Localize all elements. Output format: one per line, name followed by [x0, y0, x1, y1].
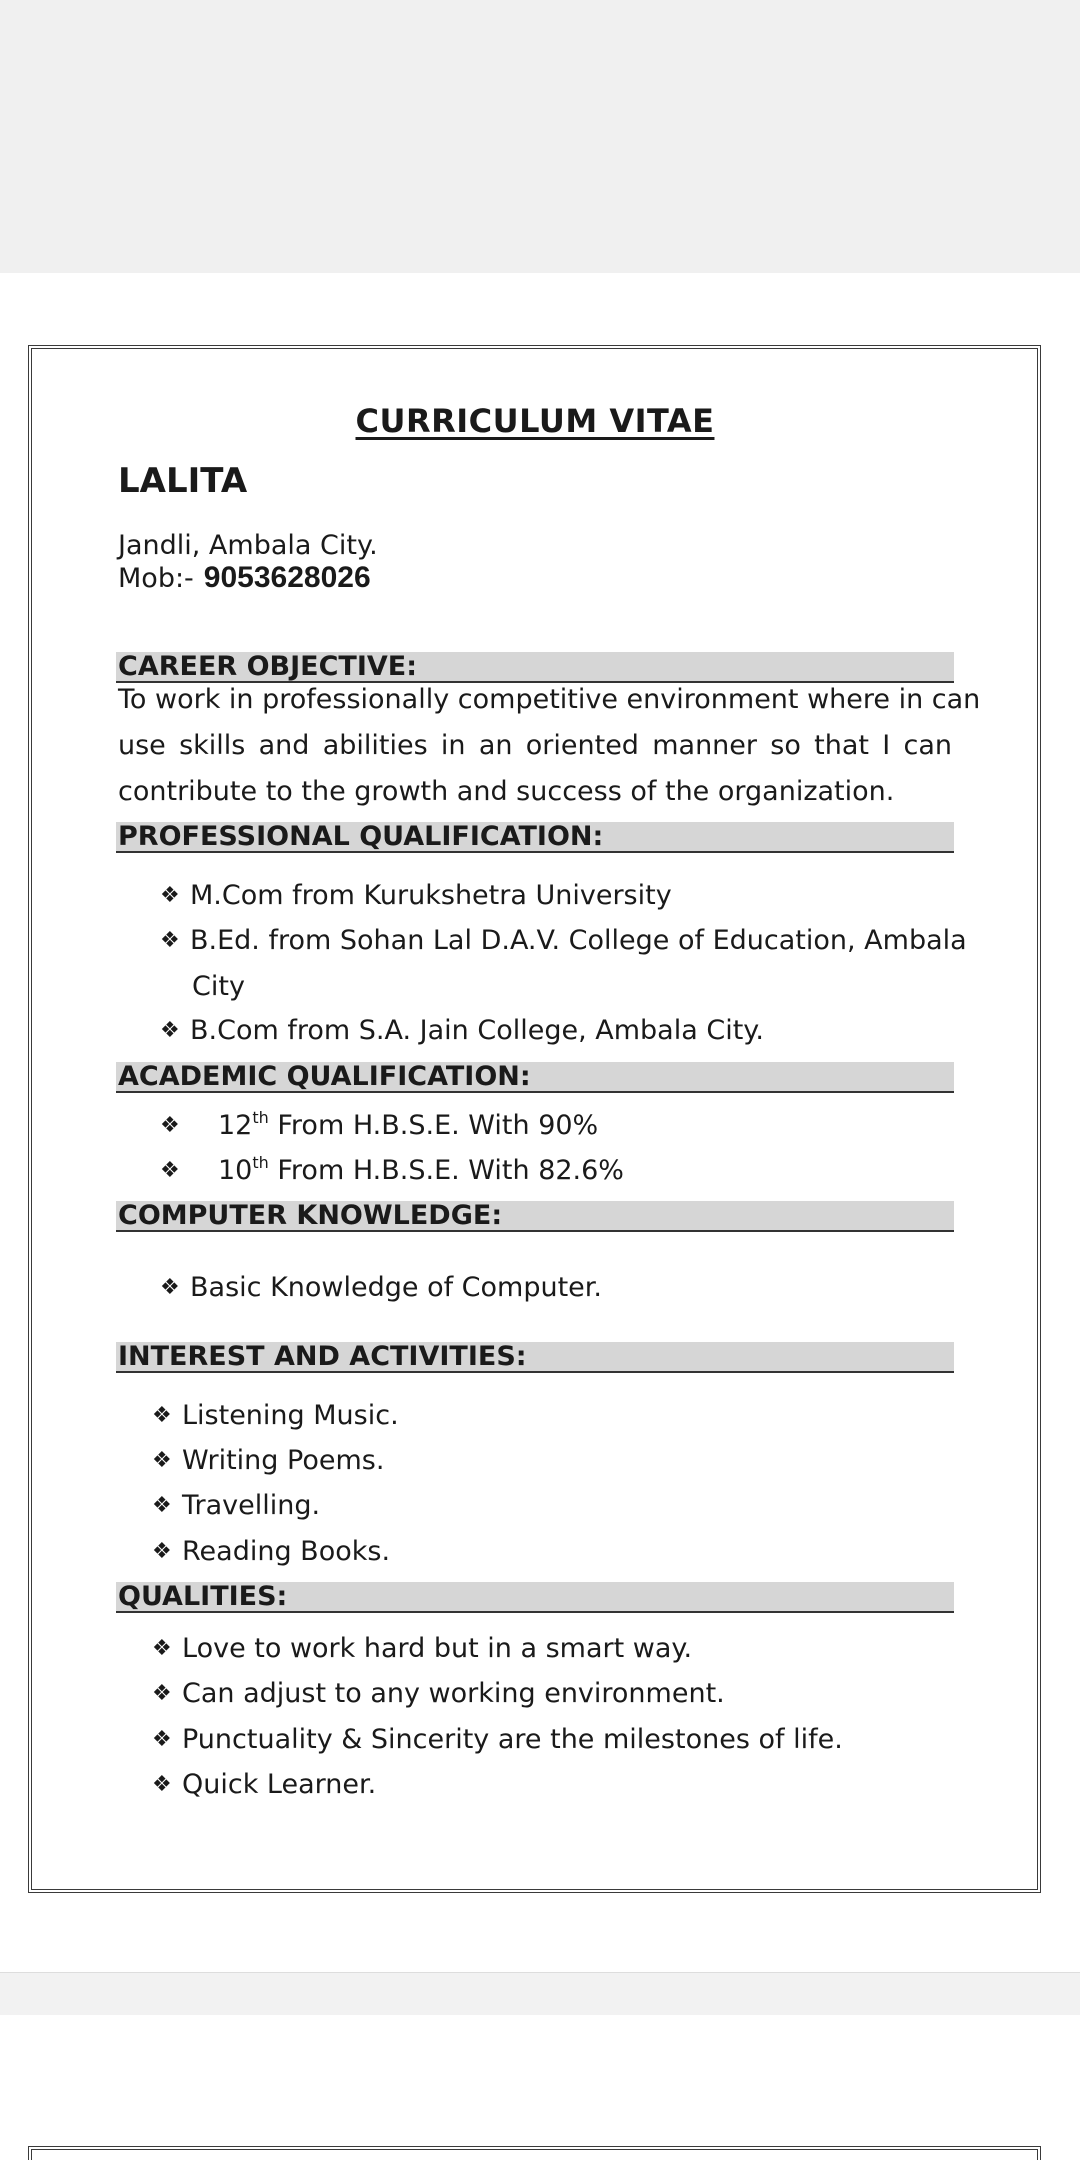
list-item: ❖ M.Com from Kurukshetra University: [160, 880, 672, 911]
bullet-icon: ❖: [152, 1681, 172, 1706]
list-item: ❖ Writing Poems.: [152, 1445, 385, 1476]
career-objective-line-2: use skills and abilities in an oriented manner so that I can: [118, 730, 952, 761]
bullet-icon: ❖: [152, 1772, 172, 1797]
mobile-line: [118, 561, 371, 595]
professional-qualification-heading: PROFESSIONAL QUALIFICATION:: [116, 822, 954, 853]
mobile-label: Mob:-: [118, 563, 194, 594]
bullet-icon: ❖: [160, 1275, 180, 1300]
bullet-icon: ❖: [152, 1539, 172, 1564]
academic-qualification-heading: ACADEMIC QUALIFICATION:: [116, 1062, 954, 1093]
bullet-icon: ❖: [160, 1113, 180, 1138]
document-title: CURRICULUM VITAE: [355, 402, 715, 440]
list-item: ❖ 12th From H.B.S.E. With 90%: [160, 1108, 599, 1141]
list-item: ❖ Basic Knowledge of Computer.: [160, 1272, 603, 1303]
list-item: ❖ Travelling.: [152, 1490, 321, 1521]
bullet-icon: ❖: [160, 928, 180, 953]
list-item: ❖ Love to work hard but in a smart way.: [152, 1633, 693, 1664]
mobile-number: 9053628026: [203, 561, 371, 594]
qualities-heading: QUALITIES:: [116, 1582, 954, 1613]
candidate-name: LALITA: [118, 461, 248, 501]
address: Jandli, Ambala City.: [118, 530, 378, 561]
career-objective-heading: CAREER OBJECTIVE:: [116, 652, 954, 683]
page-separator: [0, 1972, 1080, 2016]
list-item: ❖ 10th From H.B.S.E. With 82.6%: [160, 1153, 624, 1186]
list-item: ❖ Quick Learner.: [152, 1769, 377, 1800]
list-item: ❖ Punctuality & Sincerity are the milestones of life.: [152, 1724, 843, 1755]
computer-knowledge-heading: COMPUTER KNOWLEDGE:: [116, 1201, 954, 1232]
list-item-continuation: City: [192, 971, 245, 1002]
bullet-icon: ❖: [152, 1403, 172, 1428]
bullet-icon: ❖: [152, 1727, 172, 1752]
bullet-icon: ❖: [152, 1493, 172, 1518]
bullet-icon: ❖: [152, 1636, 172, 1661]
list-item: ❖ B.Com from S.A. Jain College, Ambala City.: [160, 1015, 765, 1046]
interests-heading: INTEREST AND ACTIVITIES:: [116, 1342, 954, 1373]
bullet-icon: ❖: [152, 1448, 172, 1473]
next-page-border: [28, 2146, 1041, 2160]
career-objective-line-3: contribute to the growth and success of the organization.: [118, 776, 895, 807]
viewer-background-top: [0, 0, 1080, 273]
list-item: ❖ B.Ed. from Sohan Lal D.A.V. College of Education, Ambala: [160, 925, 967, 956]
next-document-page: [0, 2015, 1080, 2160]
bullet-icon: ❖: [160, 1018, 180, 1043]
list-item: ❖ Reading Books.: [152, 1536, 391, 1567]
bullet-icon: ❖: [160, 1158, 180, 1183]
career-objective-line-1: To work in professionally competitive environment where in can: [118, 684, 981, 715]
bullet-icon: ❖: [160, 883, 180, 908]
list-item: ❖ Can adjust to any working environment.: [152, 1678, 725, 1709]
list-item: ❖ Listening Music.: [152, 1400, 399, 1431]
